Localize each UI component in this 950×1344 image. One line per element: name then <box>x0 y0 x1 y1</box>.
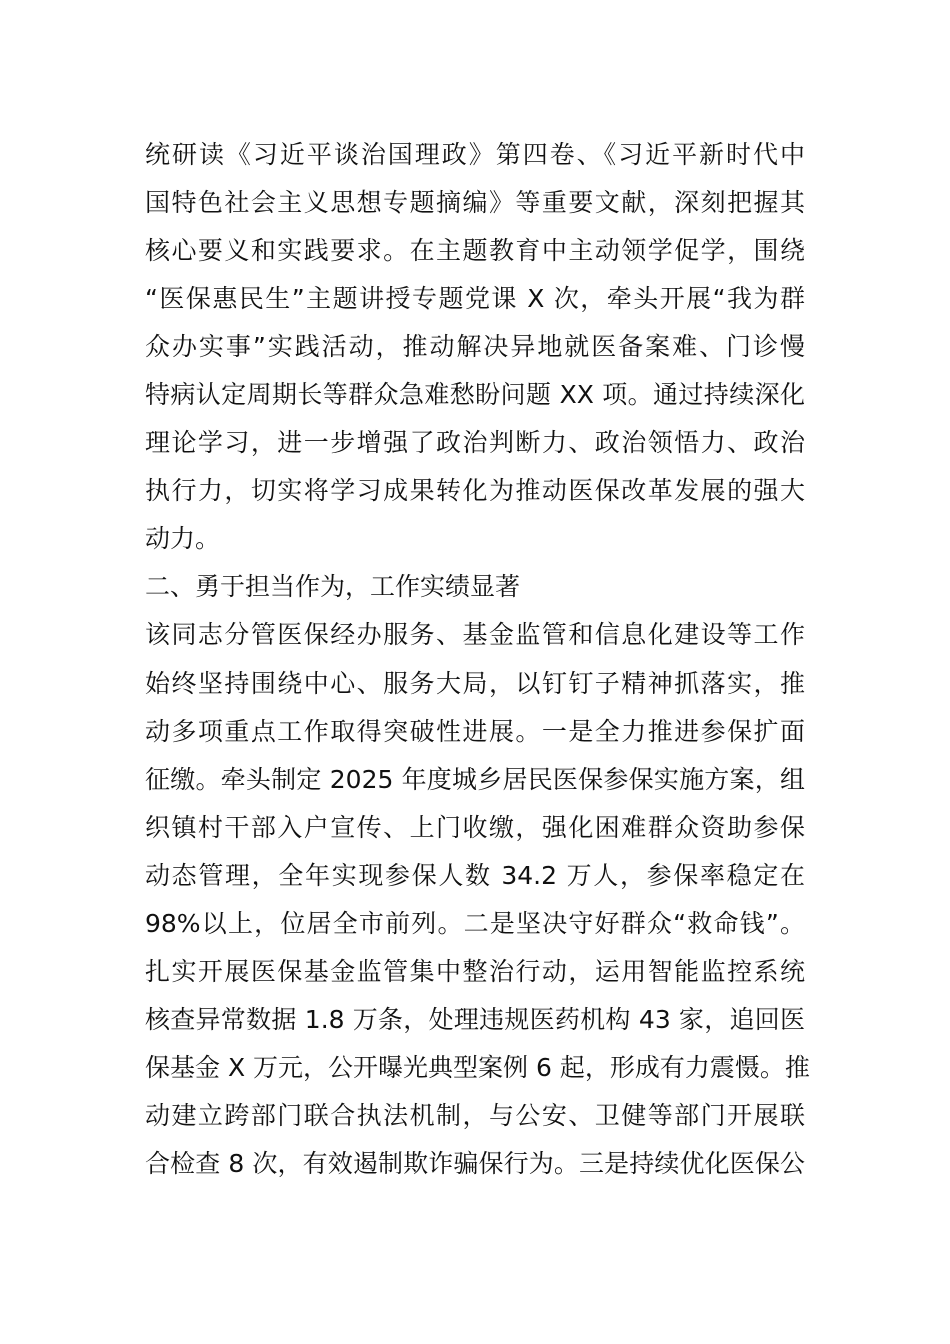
text-line: 动建立跨部门联合执法机制，与公安、卫健等部门开展联 <box>145 1100 805 1130</box>
text-line: 98%以上，位居全市前列。二是坚决守好群众“救命钱”。 <box>145 908 805 938</box>
text-line: 扎实开展医保基金监管集中整治行动，运用智能监控系统 <box>145 956 805 986</box>
text-line: 保基金 X 万元，公开曝光典型案例 6 起，形成有力震慑。推 <box>145 1052 810 1082</box>
document-page <box>145 131 810 1188</box>
text-line: 合检查 8 次，有效遏制欺诈骗保行为。三是持续优化医保公 <box>145 1148 805 1178</box>
text-line: 始终坚持围绕中心、服务大局，以钉钉子精神抓落实，推 <box>145 668 805 698</box>
text-line: 特病认定周期长等群众急难愁盼问题 XX 项。通过持续深化 <box>145 380 805 410</box>
text-line: 织镇村干部入户宣传、上门收缴，强化困难群众资助参保 <box>145 812 805 842</box>
text-line: 征缴。牵头制定 2025 年度城乡居民医保参保实施方案，组 <box>145 764 805 794</box>
text-line: “医保惠民生”主题讲授专题党课 X 次，牵头开展“我为群 <box>145 284 805 314</box>
text-line: 执行力，切实将学习成果转化为推动医保改革发展的强大 <box>145 476 805 506</box>
text-line: 众办实事”实践活动，推动解决异地就医备案难、门诊慢 <box>145 332 805 362</box>
text-line: 核心要义和实践要求。在主题教育中主动领学促学，围绕 <box>145 236 805 266</box>
text-line: 动态管理，全年实现参保人数 34.2 万人，参保率稳定在 <box>145 860 805 890</box>
text-line: 理论学习，进一步增强了政治判断力、政治领悟力、政治 <box>145 428 805 458</box>
text-line: 统研读《习近平谈治国理政》第四卷、《习近平新时代中 <box>145 140 805 169</box>
text-line: 动多项重点工作取得突破性进展。一是全力推进参保扩面 <box>145 716 805 746</box>
text-line: 动力。 <box>145 524 221 554</box>
text-line: 国特色社会主义思想专题摘编》等重要文献，深刻把握其 <box>145 188 805 218</box>
text-line: 该同志分管医保经办服务、基金监管和信息化建设等工作 <box>145 620 805 650</box>
text-line: 核查异常数据 1.8 万条，处理违规医药机构 43 家，追回医 <box>145 1004 805 1034</box>
section-heading: 二、勇于担当作为，工作实绩显著 <box>145 572 521 602</box>
